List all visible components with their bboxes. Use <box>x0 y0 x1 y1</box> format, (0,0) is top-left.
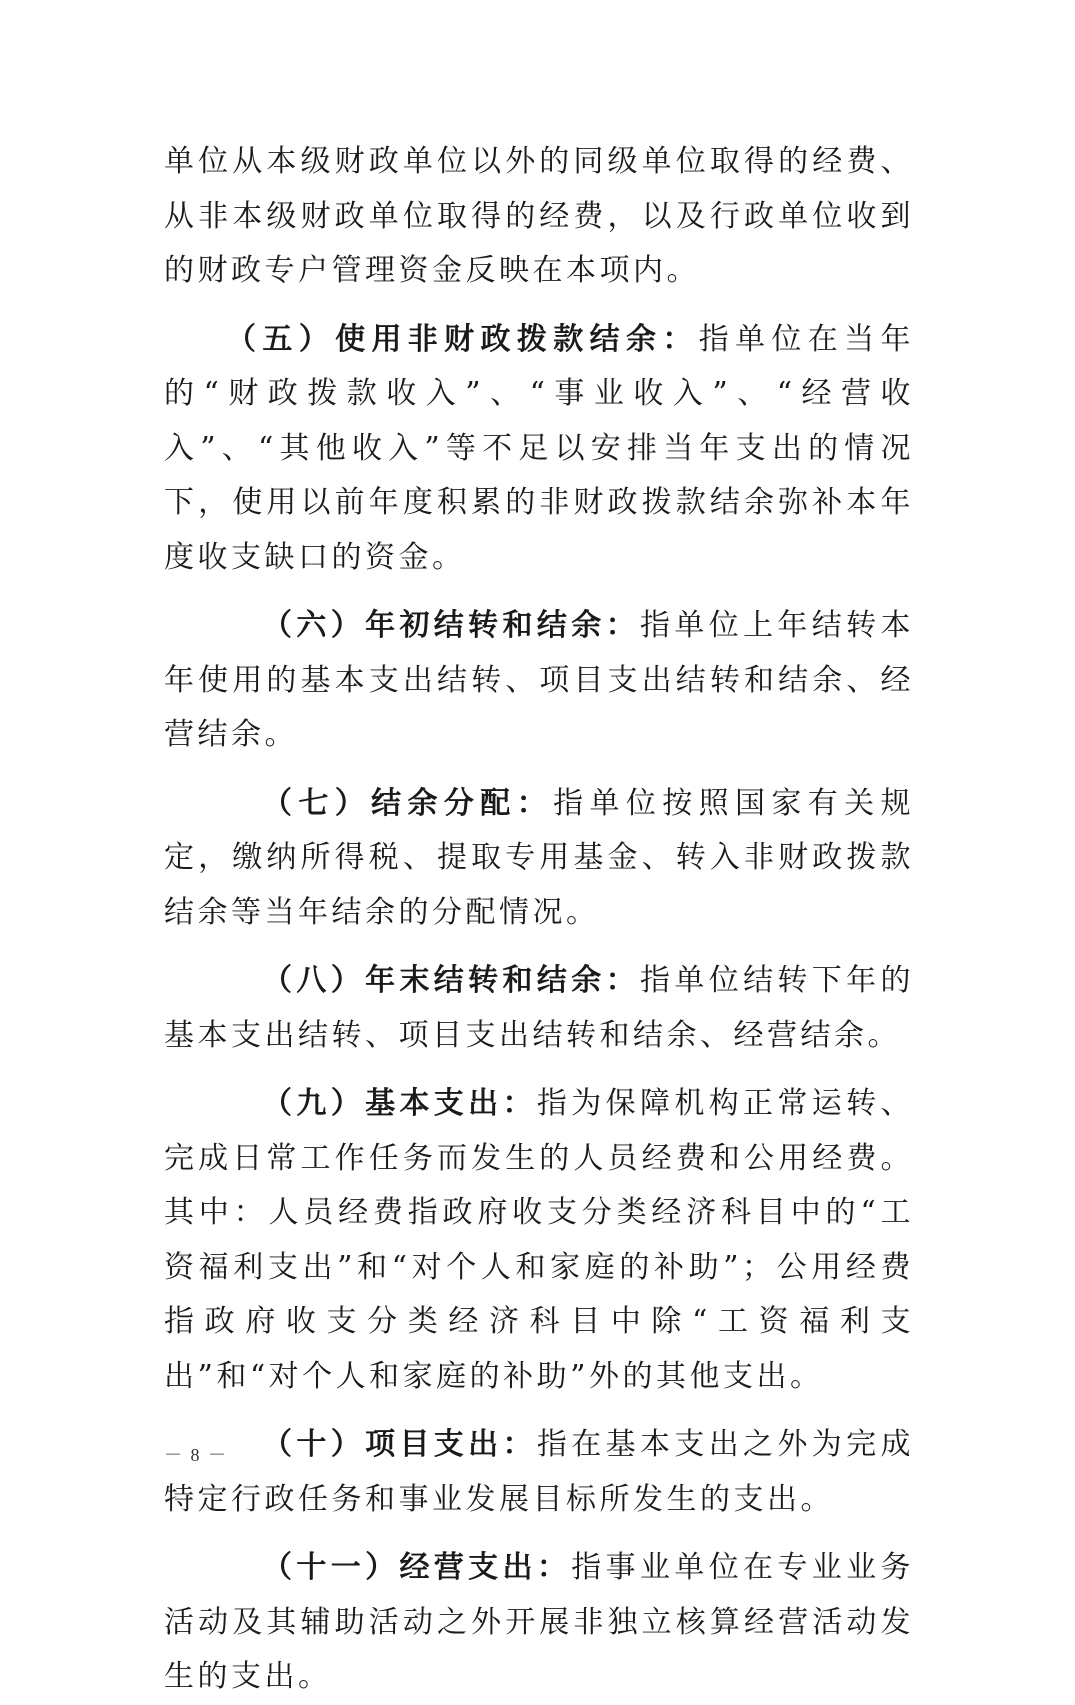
paragraph-term: （五）使用非财政拨款结余： <box>226 321 699 357</box>
paragraph-item-8 <box>164 954 914 1063</box>
paragraph-body: 指单位上年结转本年使用的基本支出结转、项目支出结转和结余、经营结余。 <box>164 608 915 752</box>
paragraph-item-9 <box>164 1077 914 1404</box>
paragraph-term: （九）基本支出： <box>262 1086 537 1121</box>
paragraph-term: （七）结余分配： <box>262 785 554 821</box>
paragraph-term: （六）年初结转和结余： <box>262 608 640 643</box>
paragraph-body: 指为保障机构正常运转、完成日常工作任务而发生的人员经费和公用经费。其中：人员经费指政府收支分类经济科目中的“工资福利支出”和“对个人和家庭的补助”；公用经费指政府收支分类经济科目中除“工资福利支出”和“对个人和家庭的补助”外的其他支出。 <box>164 1086 915 1394</box>
body-text <box>164 135 914 1705</box>
paragraph-term: （十一）经营支出： <box>262 1550 572 1585</box>
paragraph-body: 指在基本支出之外为完成特定行政任务和事业发展目标所发生的支出。 <box>164 1427 915 1517</box>
paragraph-item-11 <box>164 1541 914 1705</box>
paragraph-body: 单位从本级财政单位以外的同级单位取得的经费、从非本级财政单位取得的经费，以及行政单位收到的财政专户管理资金反映在本项内。 <box>164 144 914 288</box>
paragraph-term: （十）项目支出： <box>262 1427 537 1462</box>
paragraph-item-10 <box>164 1418 914 1527</box>
paragraph-body: 指单位按照国家有关规定，缴纳所得税、提取专用基金、转入非财政拨款结余等当年结余的分配情况。 <box>164 785 915 930</box>
paragraph-item-7 <box>164 777 914 941</box>
paragraph-item-5 <box>164 313 914 586</box>
paragraph-term: （八）年末结转和结余： <box>262 963 640 998</box>
page-number: － 8 － <box>164 1445 228 1465</box>
paragraph-body: 指单位结转下年的基本支出结转、项目支出结转和结余、经营结余。 <box>164 963 915 1053</box>
paragraph-body: 指事业单位在专业业务活动及其辅助活动之外开展非独立核算经营活动发生的支出。 <box>164 1550 914 1694</box>
paragraph-continuation <box>164 135 914 299</box>
paragraph-body: 指单位在当年的“财政拨款收入”、“事业收入”、“经营收入”、“其他收入”等不足以安排当年支出的情况下，使用以前年度积累的非财政拨款结余弥补本年度收支缺口的资金。 <box>164 321 915 575</box>
paragraph-item-6 <box>164 599 914 763</box>
